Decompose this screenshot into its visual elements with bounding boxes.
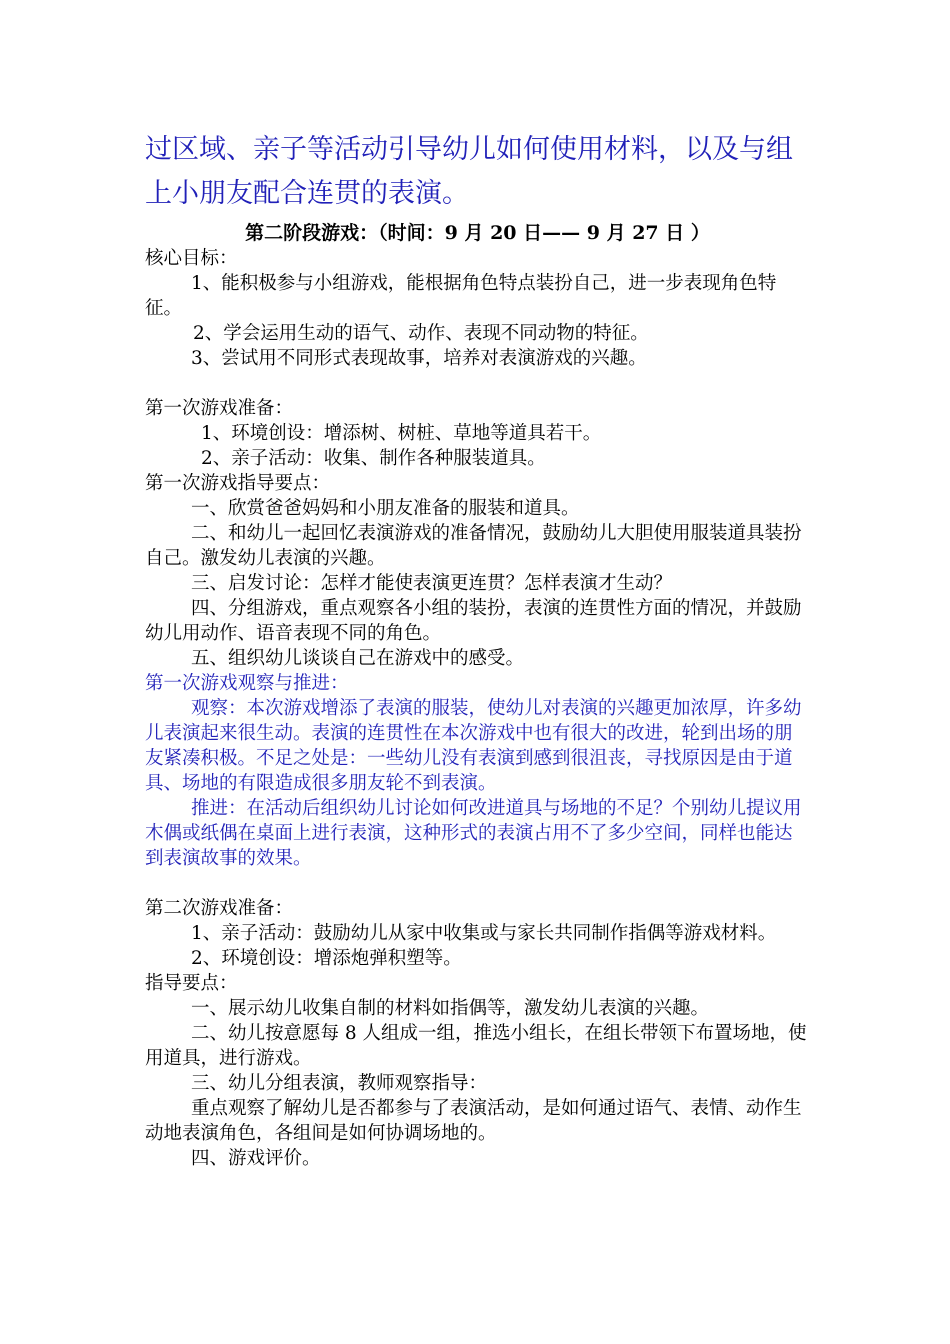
goal-item: 2、学会运用生动的语气、动作、表现不同动物的特征。 — [193, 323, 649, 344]
second-prep-item: 1、亲子活动：鼓励幼儿从家中收集或与家长共同制作指偶等游戏材料。 — [191, 923, 777, 944]
second-guide-heading: 指导要点： — [145, 973, 238, 994]
first-prep-item: 1、环境创设：增添树、树桩、草地等道具若干。 — [201, 423, 602, 444]
first-guide-item: 二、和幼儿一起回忆表演游戏的准备情况，鼓励幼儿大胆使用服装道具装扮自己。激发幼儿表演的兴趣。 — [145, 523, 802, 569]
second-guide-item: 二、幼儿按意愿每 8 人组成一组，推选小组长，在组长带领下布置场地，使用道具，进行游戏。 — [145, 1023, 807, 1069]
second-prep-heading: 第二次游戏准备： — [145, 898, 294, 919]
first-guide-item: 四、分组游戏，重点观察各小组的装扮，表演的连贯性方面的情况，并鼓励幼儿用动作、语音表现不同的角色。 — [145, 598, 802, 644]
spacer — [145, 871, 810, 896]
second-prep-item: 2、环境创设：增添炮弹积塑等。 — [191, 948, 462, 969]
second-guide-item: 一、展示幼儿收集自制的材料如指偶等，激发幼儿表演的兴趣。 — [191, 998, 710, 1019]
first-prep-item: 2、亲子活动：收集、制作各种服装道具。 — [201, 448, 546, 469]
goal-item: 1、能积极参与小组游戏，能根据角色特点装扮自己，进一步表现角色特征。 — [145, 273, 777, 319]
goals-heading: 核心目标： — [145, 248, 238, 269]
first-obs-heading: 第一次游戏观察与推进： — [145, 673, 349, 694]
advance-paragraph: 推进：在活动后组织幼儿讨论如何改进道具与场地的不足？个别幼儿提议用木偶或纸偶在桌面上进行表演，这种形式的表演占用不了多少空间，同样也能达到表演故事的效果。 — [145, 798, 802, 869]
second-guide-item: 四、游戏评价。 — [191, 1148, 321, 1169]
observation-paragraph: 观察：本次游戏增添了表演的服装，使幼儿对表演的兴趣更加浓厚，许多幼儿表演起来很生动。表演的连贯性在本次游戏中也有很大的改进，轮到出场的朋友紧凑积极。不足之处是：一些幼儿没有表演到感到很沮丧，寻找原因是由于道具、场地的有限造成很多朋友轮不到表演。 — [145, 698, 802, 794]
intro-paragraph: 过区域、亲子等活动引导幼儿如何使用材料，以及与组上小朋友配合连贯的表演。 — [145, 134, 793, 209]
first-prep-heading: 第一次游戏准备： — [145, 398, 294, 419]
second-guide-item: 三、幼儿分组表演，教师观察指导： — [191, 1073, 488, 1094]
first-guide-item: 一、欣赏爸爸妈妈和小朋友准备的服装和道具。 — [191, 498, 580, 519]
first-guide-item: 五、组织幼儿谈谈自己在游戏中的感受。 — [191, 648, 525, 669]
spacer — [145, 371, 810, 396]
document-page — [145, 128, 810, 1171]
first-guide-item: 三、启发讨论：怎样才能使表演更连贯？怎样表演才生动？ — [191, 573, 673, 594]
goal-item: 3、尝试用不同形式表现故事，培养对表演游戏的兴趣。 — [191, 348, 647, 369]
second-guide-item: 重点观察了解幼儿是否都参与了表演活动，是如何通过语气、表情、动作生动地表演角色，各组间是如何协调场地的。 — [145, 1098, 802, 1144]
stage-title: 第二阶段游戏：（时间：9 月 20 日—— 9 月 27 日 ） — [245, 222, 710, 244]
first-guide-heading: 第一次游戏指导要点： — [145, 473, 331, 494]
